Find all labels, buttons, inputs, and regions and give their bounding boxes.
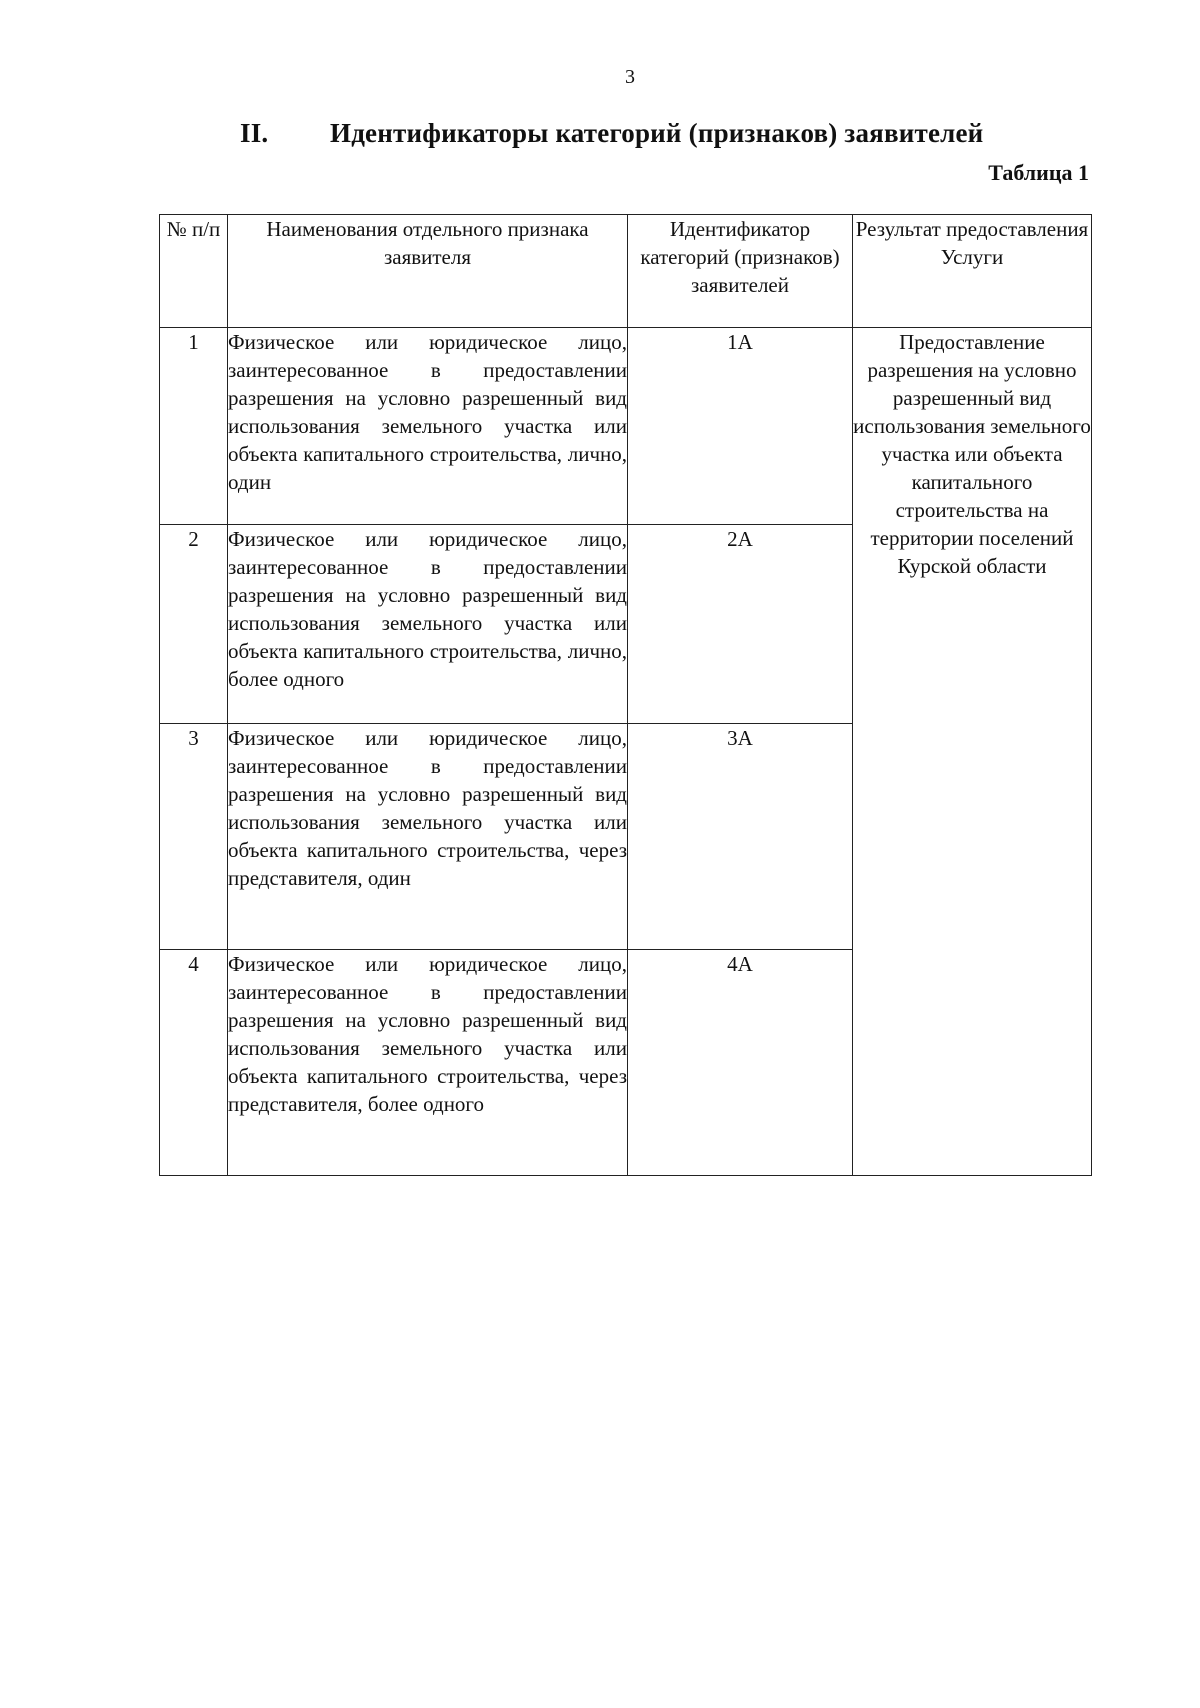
- header-num: № п/п: [160, 215, 228, 328]
- row-name: [228, 328, 628, 525]
- section-title: Идентификаторы категорий (признаков) заявителей: [330, 118, 984, 148]
- row-name-text: Физическое или юридическое лицо, заинтересованное в предоставлении разрешения на условно разрешенный вид использования земельного участка или объекта капитального строительства, лично, один: [228, 330, 627, 494]
- row-name-text: Физическое или юридическое лицо, заинтересованное в предоставлении разрешения на условно разрешенный вид использования земельного участка или объекта капитального строительства, через представителя, один: [228, 726, 627, 890]
- header-name: Наименования отдельного признака заявителя: [228, 215, 628, 328]
- row-name: [228, 950, 628, 1176]
- row-name: [228, 724, 628, 950]
- table-header-row: [160, 215, 1092, 328]
- section-number: II.: [240, 118, 269, 148]
- row-identifier: 4А: [628, 950, 853, 1176]
- row-identifier: 2А: [628, 525, 853, 724]
- table-label: Таблица 1: [988, 160, 1089, 185]
- header-result: Результат предоставления Услуги: [853, 215, 1092, 328]
- row-identifier: 1А: [628, 328, 853, 525]
- section-heading: [240, 118, 1060, 149]
- row-number: 2: [160, 525, 228, 724]
- header-identifier: Идентификатор категорий (признаков) заявителей: [628, 215, 853, 328]
- page-number: 3: [625, 66, 635, 88]
- table-row: [160, 328, 1092, 525]
- row-name-text: Физическое или юридическое лицо, заинтересованное в предоставлении разрешения на условно разрешенный вид использования земельного участка или объекта капитального строительства, лично, более одного: [228, 527, 627, 691]
- result-cell: Предоставление разрешения на условно разрешенный вид использования земельного участка или объекта капитального строительства на территории поселений Курской области: [853, 328, 1092, 1176]
- row-number: 4: [160, 950, 228, 1176]
- row-number: 1: [160, 328, 228, 525]
- row-identifier: 3А: [628, 724, 853, 950]
- applicant-categories-table: [159, 214, 1092, 1176]
- row-name: [228, 525, 628, 724]
- row-number: 3: [160, 724, 228, 950]
- row-name-text: Физическое или юридическое лицо, заинтересованное в предоставлении разрешения на условно разрешенный вид использования земельного участка или объекта капитального строительства, через представителя, более одного: [228, 952, 627, 1116]
